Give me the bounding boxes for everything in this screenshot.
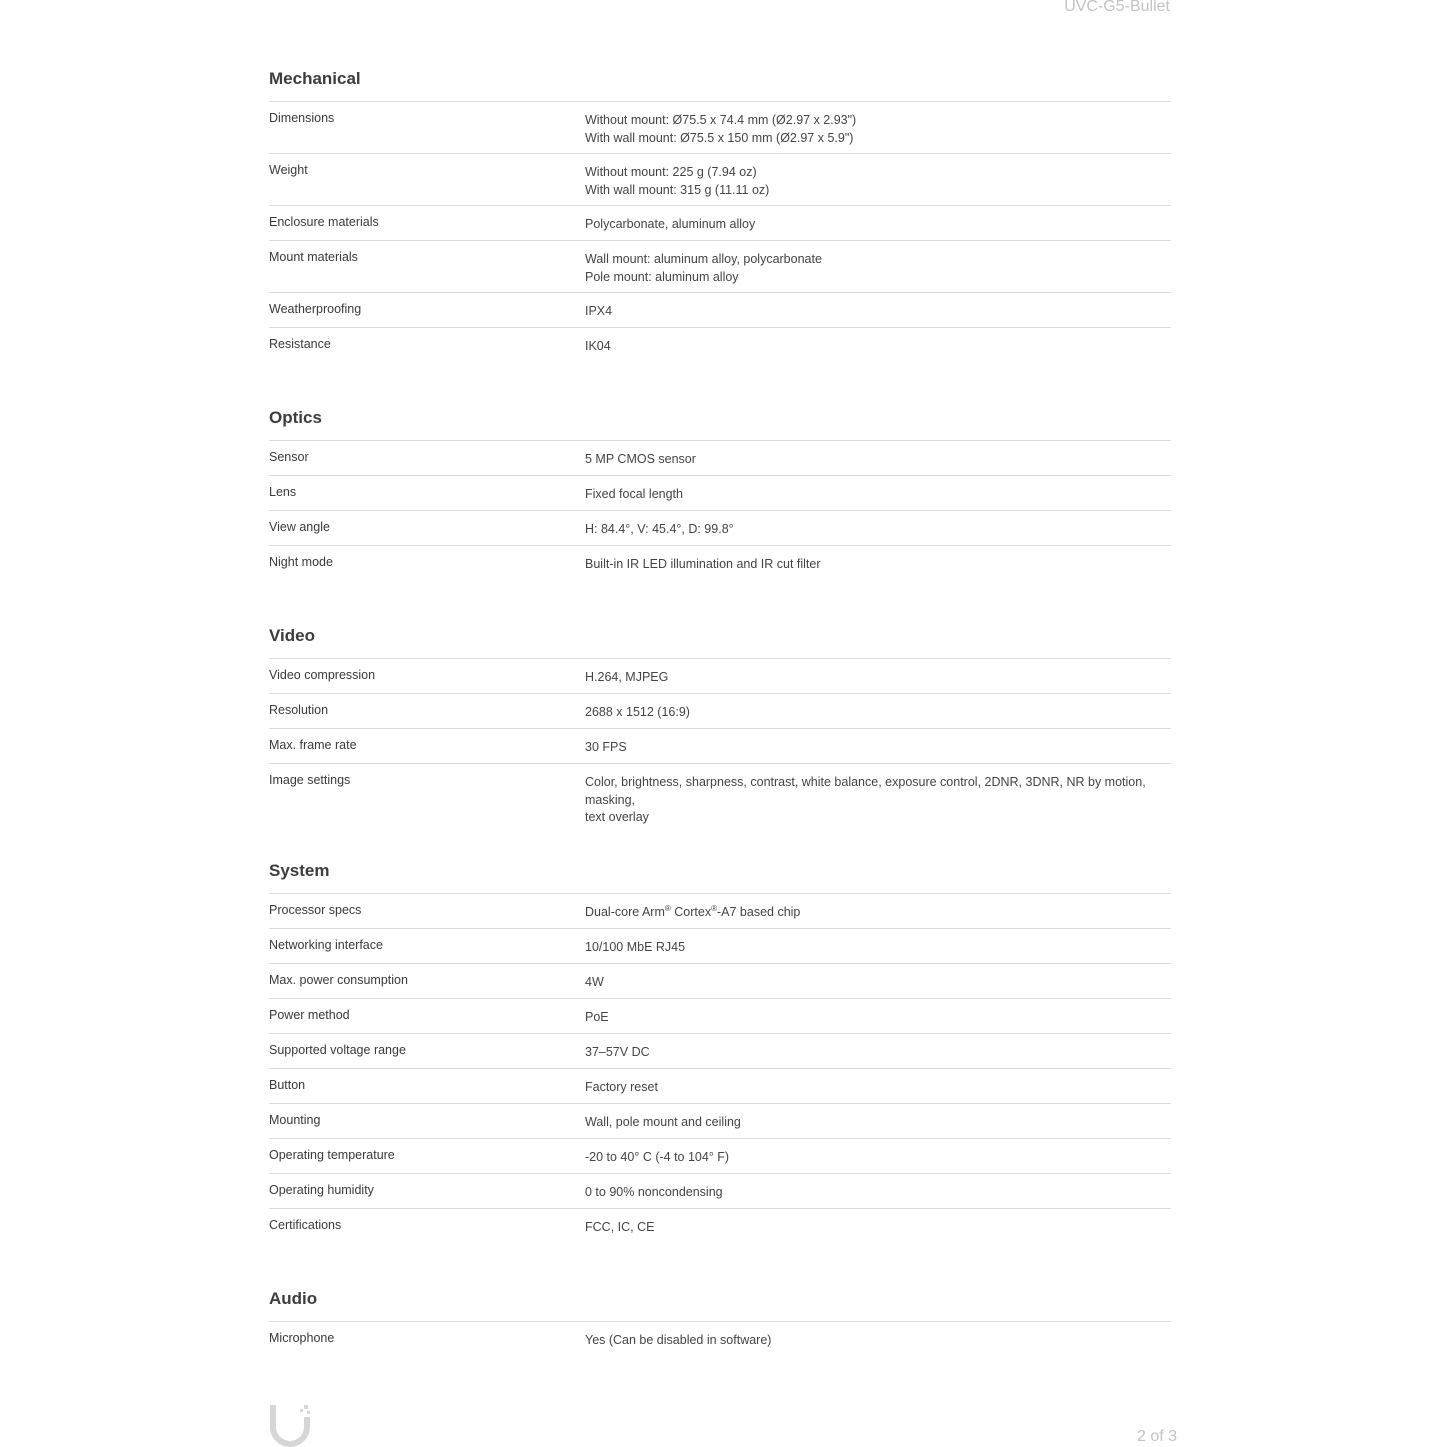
spec-row: [269, 511, 1171, 546]
spec-label: Lens: [269, 485, 297, 499]
section-title: Optics: [269, 401, 1171, 441]
spec-value: [585, 902, 1171, 920]
spec-value-line: IPX4: [585, 304, 613, 318]
spec-label: View angle: [269, 520, 330, 534]
ubiquiti-logo-icon: [268, 1403, 312, 1447]
spec-label: Microphone: [269, 1331, 335, 1345]
spec-value-line: FCC, IC, CE: [585, 1220, 655, 1234]
spec-label: Video compression: [269, 668, 376, 682]
section-mechanical: [269, 62, 1171, 363]
spec-value: [585, 667, 1171, 685]
spec-value: [585, 214, 1171, 232]
spec-row: [269, 328, 1171, 363]
spec-value: [585, 449, 1171, 467]
spec-row: [269, 694, 1171, 729]
spec-label: Night mode: [269, 555, 333, 569]
spec-row: [269, 1322, 1171, 1357]
spec-label: Certifications: [269, 1218, 342, 1232]
spec-value: [585, 772, 1171, 824]
spec-value: [585, 484, 1171, 502]
spec-value: [585, 737, 1171, 755]
spec-row: [269, 476, 1171, 511]
spec-row: [269, 894, 1171, 929]
spec-value: [585, 110, 1171, 145]
spec-label: Sensor: [269, 450, 309, 464]
spec-row: [269, 999, 1171, 1034]
spec-label: Max. power consumption: [269, 973, 408, 987]
spec-label: Max. frame rate: [269, 738, 357, 752]
spec-label: Mounting: [269, 1113, 321, 1127]
spec-value: [585, 702, 1171, 720]
spec-row: [269, 964, 1171, 999]
spec-label: Dimensions: [269, 111, 335, 125]
spec-value: [585, 1217, 1171, 1236]
spec-row: [269, 1139, 1171, 1174]
spec-value-line: Wall, pole mount and ceiling: [585, 1115, 741, 1129]
spec-value: [585, 336, 1171, 355]
spec-value-line: Fixed focal length: [585, 487, 683, 501]
spec-label: Operating humidity: [269, 1183, 374, 1197]
spec-label: Image settings: [269, 773, 351, 787]
spec-row: [269, 206, 1171, 241]
spec-value-line: Polycarbonate, aluminum alloy: [585, 217, 756, 231]
spec-value-line: Color, brightness, sharpness, contrast, white balance, exposure control, 2DNR, 3DNR, NR by motion, masking,: [585, 775, 1146, 807]
spec-value-line: IK04: [585, 339, 611, 353]
spec-label: Weight: [269, 163, 308, 177]
spec-value-line: Without mount: Ø75.5 x 74.4 mm (Ø2.97 x 2.93"): [585, 113, 857, 127]
spec-row: [269, 1209, 1171, 1244]
spec-value-line: Dual-core Arm® Cortex®-A7 based chip: [585, 903, 801, 919]
spec-value-line: Built-in IR LED illumination and IR cut filter: [585, 557, 821, 571]
spec-value-line: 30 FPS: [585, 740, 627, 754]
page-number: 2 of 3: [1136, 1428, 1177, 1445]
spec-value-line: 0 to 90% noncondensing: [585, 1185, 723, 1199]
spec-value-line: text overlay: [585, 810, 649, 824]
spec-value-line: 5 MP CMOS sensor: [585, 452, 696, 466]
section-title: Video: [269, 619, 1171, 659]
spec-row: [269, 929, 1171, 964]
spec-row: [269, 764, 1171, 824]
spec-label: Enclosure materials: [269, 215, 379, 229]
spec-row: [269, 1174, 1171, 1209]
spec-value-line: With wall mount: 315 g (11.11 oz): [585, 182, 770, 197]
spec-label: Button: [269, 1078, 306, 1092]
spec-value: [585, 937, 1171, 955]
spec-value: [585, 1182, 1171, 1200]
spec-label: Weatherproofing: [269, 302, 362, 316]
spec-row: [269, 659, 1171, 694]
spec-value-line: PoE: [585, 1010, 609, 1024]
spec-row: [269, 1104, 1171, 1139]
spec-value-line: H: 84.4°, V: 45.4°, D: 99.8°: [585, 522, 734, 536]
spec-value: [585, 1007, 1171, 1025]
spec-row: [269, 154, 1171, 206]
spec-value-line: 10/100 MbE RJ45: [585, 940, 686, 954]
spec-value-line: 37–57V DC: [585, 1045, 650, 1059]
spec-label: Networking interface: [269, 938, 383, 952]
spec-value-line: -20 to 40° C (-4 to 104° F): [585, 1150, 730, 1164]
spec-value-line: With wall mount: Ø75.5 x 150 mm (Ø2.97 x 5.9"): [585, 130, 854, 145]
spec-value: [585, 972, 1171, 990]
spec-value-line: 4W: [585, 975, 604, 989]
spec-value: [585, 554, 1171, 573]
spec-label: Supported voltage range: [269, 1043, 406, 1057]
section-optics: [269, 401, 1171, 581]
spec-row: [269, 1069, 1171, 1104]
section-title: Mechanical: [269, 62, 1171, 102]
spec-sheet: [269, 62, 1171, 1395]
spec-label: Resistance: [269, 337, 331, 351]
spec-value: [585, 1112, 1171, 1130]
spec-label: Resolution: [269, 703, 329, 717]
spec-row: [269, 293, 1171, 328]
section-audio: [269, 1282, 1171, 1357]
spec-row: [269, 1034, 1171, 1069]
section-title: System: [269, 854, 1171, 894]
spec-value: [585, 1042, 1171, 1060]
document-model-header: UVC-G5-Bullet: [1064, 0, 1170, 15]
spec-row: [269, 241, 1171, 293]
spec-row: [269, 729, 1171, 764]
spec-label: Power method: [269, 1008, 350, 1022]
spec-label: Processor specs: [269, 903, 362, 917]
spec-value: [585, 249, 1171, 284]
spec-value-line: Yes (Can be disabled in software): [585, 1333, 772, 1347]
section-video: [269, 619, 1171, 824]
section-title: Audio: [269, 1282, 1171, 1322]
spec-value-line: Without mount: 225 g (7.94 oz): [585, 165, 757, 179]
spec-value-line: 2688 x 1512 (16:9): [585, 705, 690, 719]
spec-label: Mount materials: [269, 250, 358, 264]
spec-value-line: Wall mount: aluminum alloy, polycarbonate: [585, 252, 822, 266]
spec-value: [585, 1330, 1171, 1349]
spec-value: [585, 519, 1171, 537]
spec-value: [585, 1147, 1171, 1165]
spec-value-line: Pole mount: aluminum alloy: [585, 269, 739, 284]
spec-row: [269, 546, 1171, 581]
spec-row: [269, 441, 1171, 476]
spec-value: [585, 162, 1171, 197]
spec-value-line: H.264, MJPEG: [585, 670, 669, 684]
spec-value-line: Factory reset: [585, 1080, 658, 1094]
spec-label: Operating temperature: [269, 1148, 395, 1162]
section-system: [269, 854, 1171, 1244]
spec-row: [269, 102, 1171, 154]
spec-value: [585, 301, 1171, 319]
spec-value: [585, 1077, 1171, 1095]
